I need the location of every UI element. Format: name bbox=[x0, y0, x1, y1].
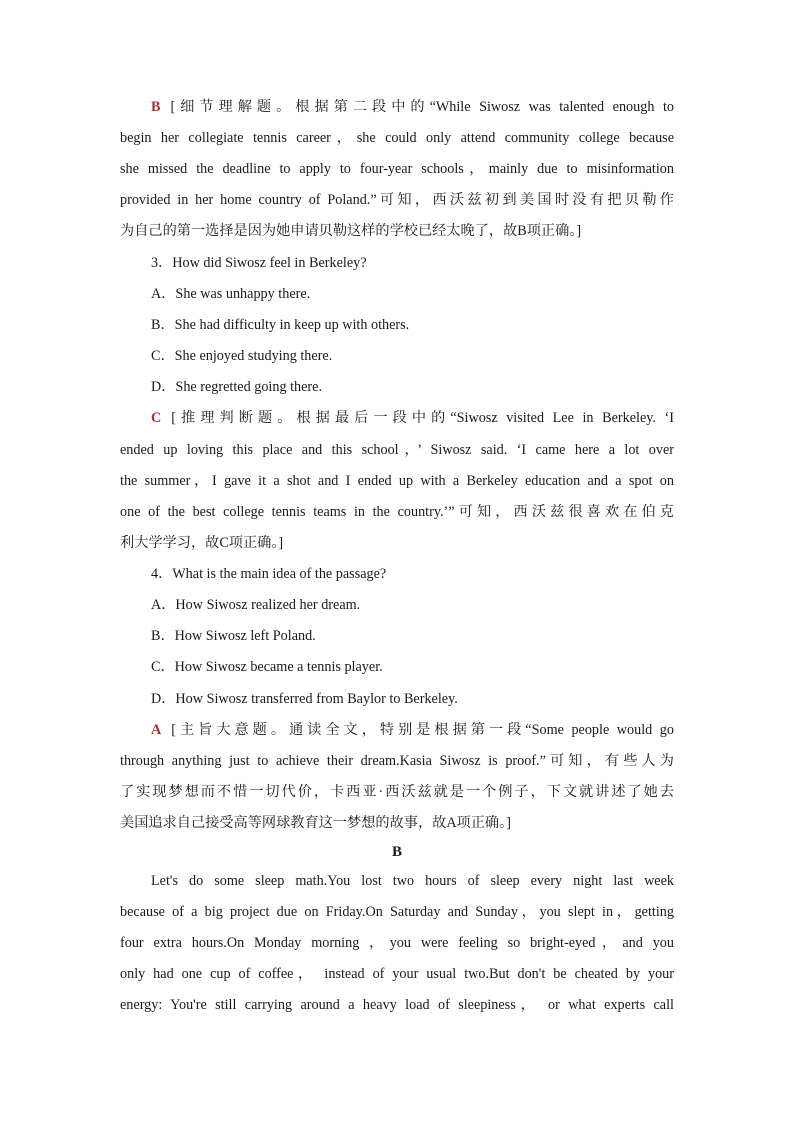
q3-option-b: B．She had difficulty in keep up with others. bbox=[151, 317, 410, 333]
q2-answer-letter: B bbox=[151, 99, 161, 115]
passage-line-3: four extra hours.On Monday morning ，you were feeling so bright-eyed，and you bbox=[120, 935, 674, 951]
q4-explanation-line-3: 了实现梦想而不惜一切代价，卡西亚·西沃兹就是一个例子，下文就讲述了她去 bbox=[120, 784, 674, 800]
q3-option-d: D．She regretted going there. bbox=[151, 379, 322, 395]
q2-explanation-line-2: begin her collegiate tennis career，she could only attend community college because bbox=[120, 130, 674, 146]
passage-line-5: energy: You're still carrying around a heavy load of sleepiness， or what experts call bbox=[120, 997, 674, 1013]
passage-line-1: Let's do some sleep math.You lost two hours of sleep every night last week bbox=[151, 873, 674, 889]
q3-question: 3．How did Siwosz feel in Berkeley? bbox=[151, 255, 367, 271]
passage-line-4: only had one cup of coffee， instead of your usual two.But don't be cheated by your bbox=[120, 966, 674, 982]
passage-line-2: because of a big project due on Friday.On Saturday and Sunday，you slept in，getting bbox=[120, 904, 674, 920]
q3-explanation-line-4: one of the best college tennis teams in the country.’”可知，西沃兹很喜欢在伯克 bbox=[120, 504, 674, 520]
q4-answer-letter: A bbox=[151, 722, 162, 738]
q4-option-a: A．How Siwosz realized her dream. bbox=[151, 597, 361, 613]
q3-explanation-line-3: the summer，I gave it a shot and I ended up with a Berkeley education and a spot on bbox=[120, 473, 674, 489]
q3-option-a: A．She was unhappy there. bbox=[151, 286, 311, 302]
q3-explanation-line-1: C [推理判断题。根据最后一段中的“Siwosz visited Lee in Berkeley. ‘I bbox=[151, 410, 674, 426]
q2-explanation-line-5: 为自己的第一选择是因为她申请贝勒这样的学校已经太晚了，故B项正确。] bbox=[120, 223, 582, 239]
q2-explanation-line-3: she missed the deadline to apply to four-year schools，mainly due to misinformation bbox=[120, 161, 674, 177]
q2-explanation-line-1: B [细节理解题。根据第二段中的“While Siwosz was talented enough to bbox=[151, 99, 674, 115]
q4-option-b: B．How Siwosz left Poland. bbox=[151, 628, 316, 644]
q3-explanation-line-5: 利大学学习，故C项正确。] bbox=[120, 535, 284, 551]
q4-explanation-line-2: through anything just to achieve their dream.Kasia Siwosz is proof.”可知，有些人为 bbox=[120, 753, 674, 769]
q3-explanation-line-2: ended up loving this place and this school，’ Siwosz said. ‘I came here a lot over bbox=[120, 442, 674, 458]
section-title: B bbox=[391, 844, 402, 860]
q3-answer-letter: C bbox=[151, 410, 162, 426]
q2-explanation-line-4: provided in her home country of Poland.”可知，西沃兹初到美国时没有把贝勒作 bbox=[120, 192, 674, 208]
q4-option-c: C．How Siwosz became a tennis player. bbox=[151, 659, 383, 675]
q4-explanation-line-4: 美国追求自己接受高等网球教育这一梦想的故事，故A项正确。] bbox=[120, 815, 511, 831]
q4-option-d: D．How Siwosz transferred from Baylor to Berkeley. bbox=[151, 691, 458, 707]
q4-question: 4．What is the main idea of the passage? bbox=[151, 566, 387, 582]
q3-option-c: C．She enjoyed studying there. bbox=[151, 348, 333, 364]
q4-explanation-line-1: A [主旨大意题。通读全文，特别是根据第一段“Some people would go bbox=[151, 722, 674, 738]
